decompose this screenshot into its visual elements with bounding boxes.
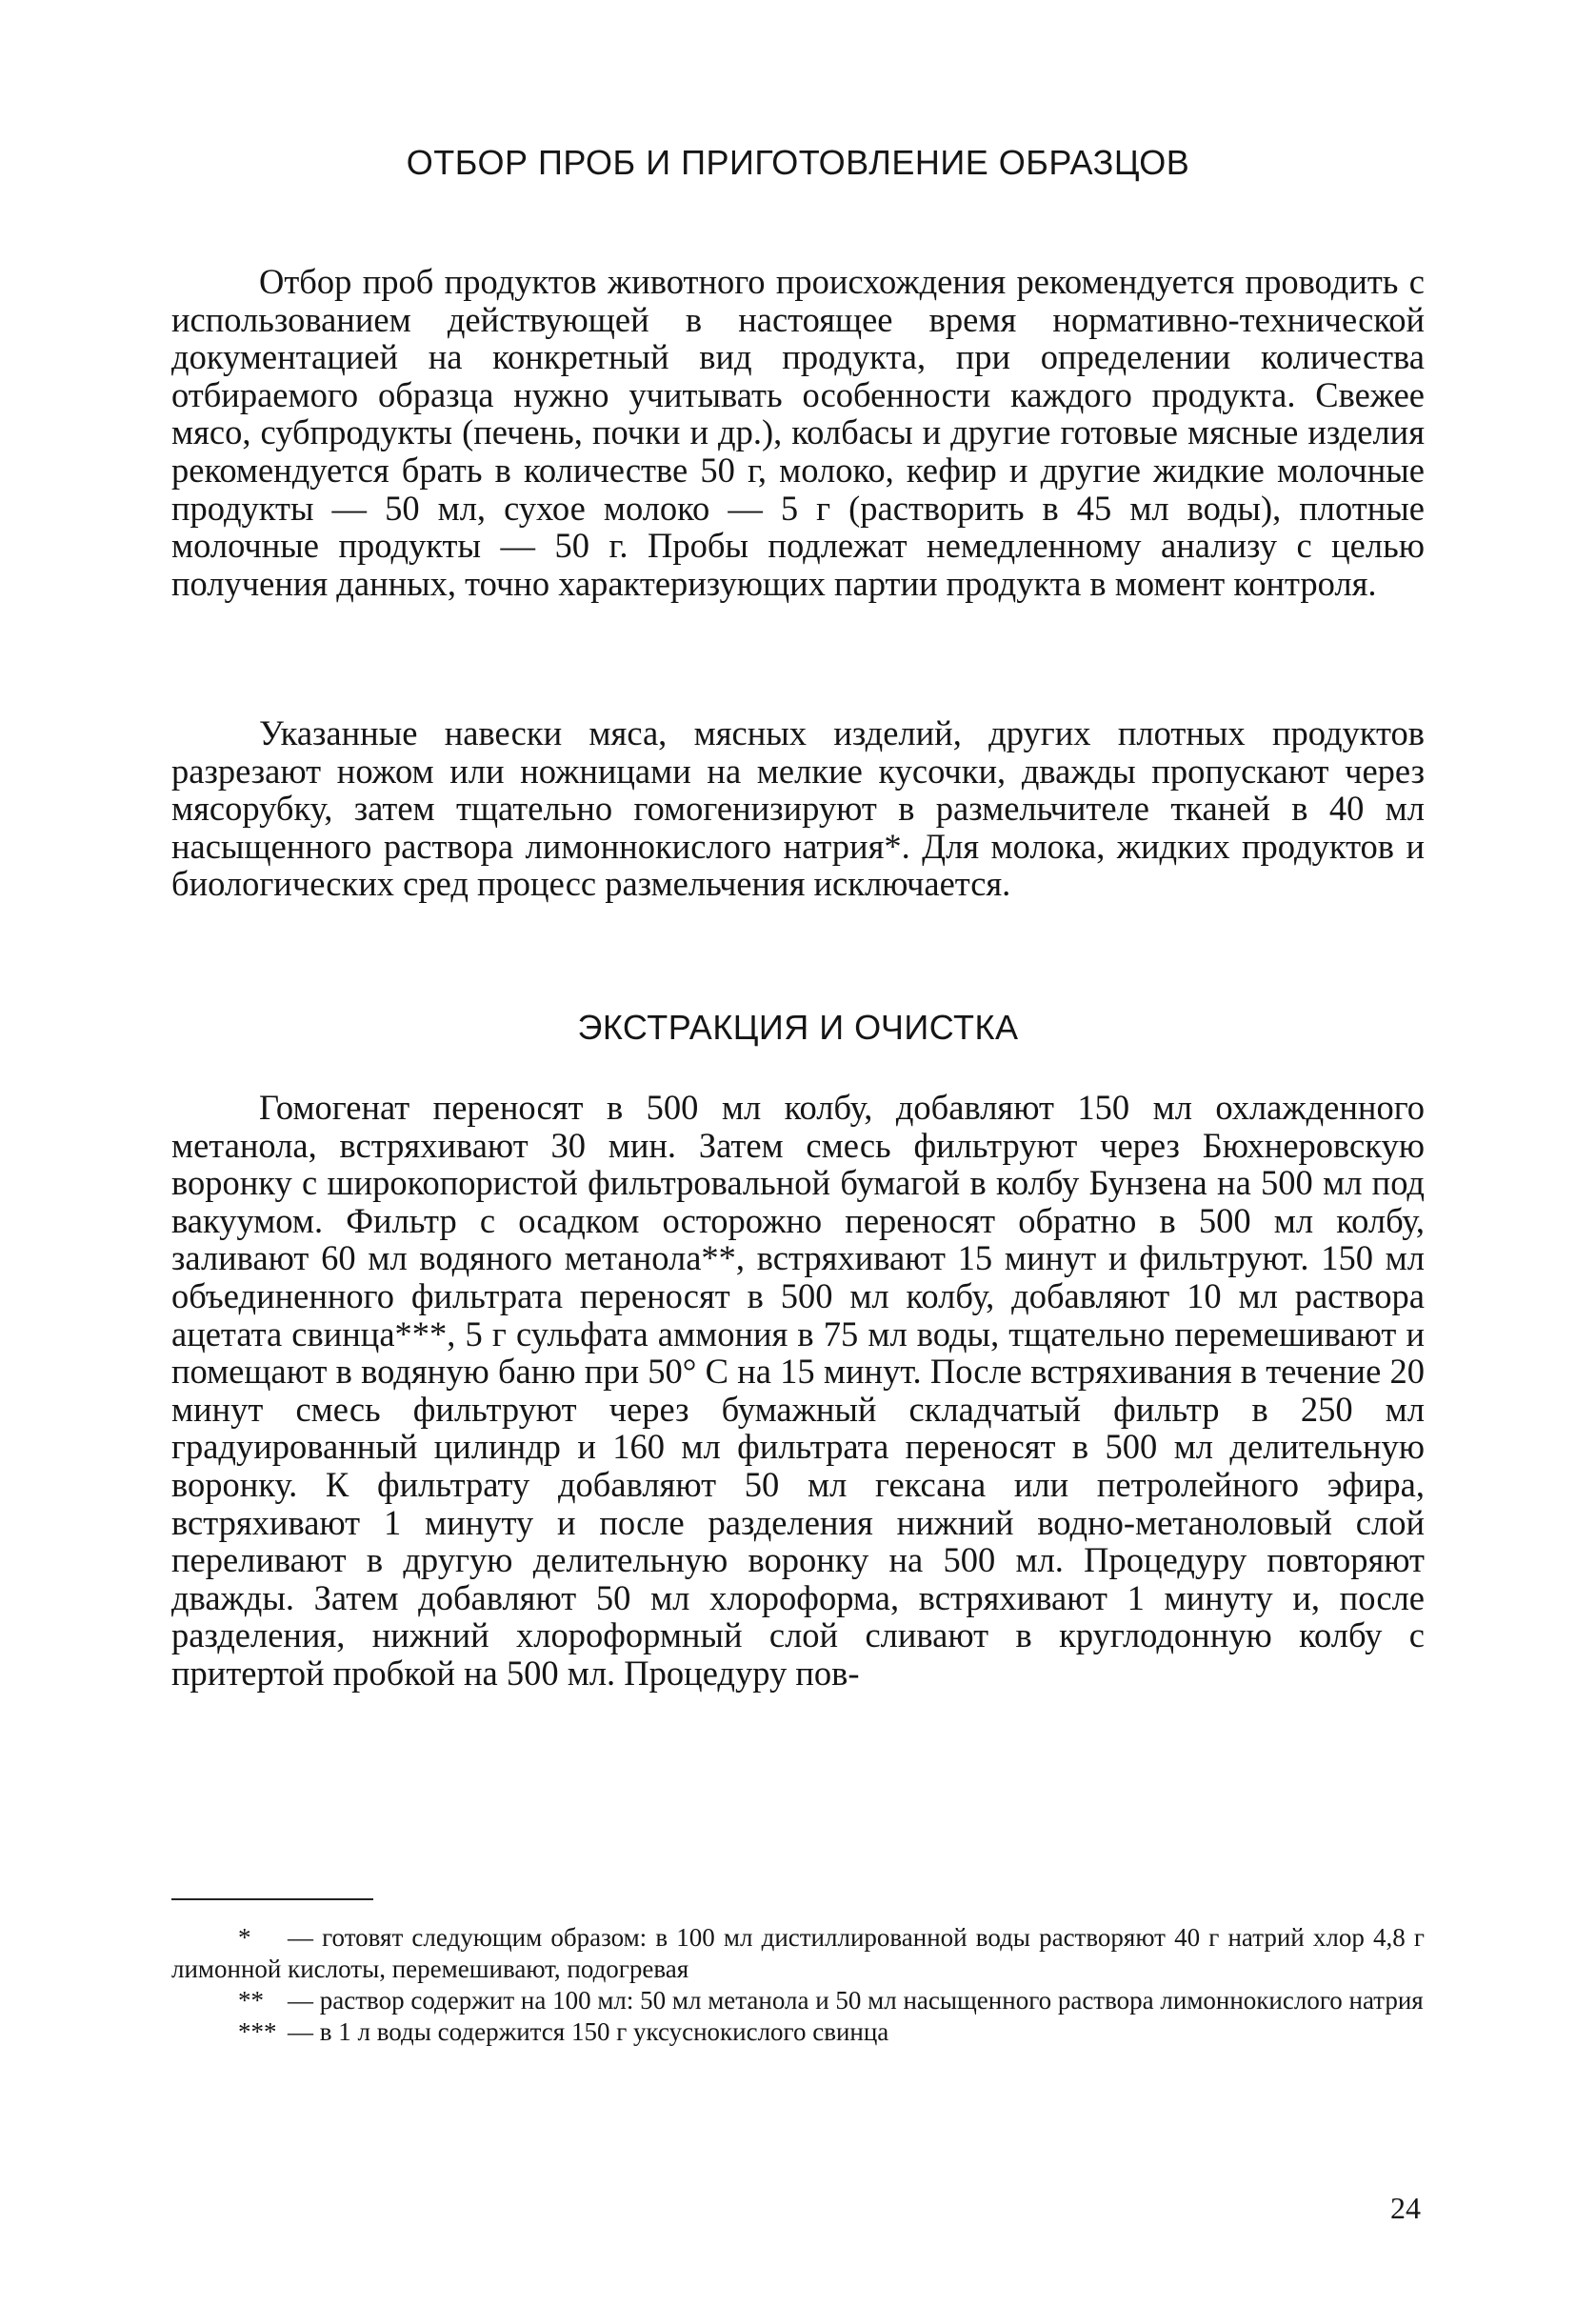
footnote-mark: ** — [238, 1986, 264, 2015]
section-title-sampling: ОТБОР ПРОБ И ПРИГОТОВЛЕНИЕ ОБРАЗЦОВ — [406, 143, 1190, 182]
paragraph-extraction: Гомогенат переносят в 500 мл колбу, добавляют 150 мл охлажденного метанола, встряхивают 30 мин. Затем смесь фильтруют через Бюхнеровскую воронку с широкопористой фильтровальной бумагой в колбу Бунзена на 500 мл под вакуумом. Фильтр с осадком осторожно переносят обратно в 500 мл колбу, заливают 60 мл водяного метанола**, встряхивают 15 минут и фильтруют. 150 мл объединенного фильтрата переносят в 500 мл колбу, добавляют 10 мл раствора ацетата свинца***, 5 г сульфата аммония в 75 мл воды, тщательно перемешивают и помещают в водяную баню при 50° С на 15 минут. После встряхивания в течение 20 минут смесь фильтруют через бумажный складчатый фильтр в 250 мл градуированный цилиндр и 160 мл фильтрата переносят в 500 мл делительную воронку. К фильтрату добавляют 50 мл гексана или петролейного эфира, встряхивают 1 минуту и после разделения нижний водно-метаноловый слой переливают в другую делительную воронку на 500 мл. Процедуру повторяют дважды. Затем добавляют 50 мл хлороформа, встряхивают 1 минуту и, после разделения, нижний хлороформный слой сливают в круглодонную колбу с притертой пробкой на 500 мл. Процедуру пов- — [171, 1088, 1425, 1693]
footnote-3 — [171, 2016, 1425, 2048]
footnote-2 — [171, 1985, 1425, 2016]
footnote-text: — в 1 л воды содержится 150 г уксуснокислого свинца — [288, 2017, 889, 2046]
footnotes — [171, 1922, 1425, 2048]
footnote-1 — [171, 1922, 1425, 1985]
page-number: 24 — [1390, 2191, 1421, 2225]
footnote-divider — [171, 1898, 373, 1900]
footnote-text: — готовят следующим образом: в 100 мл дистиллированной воды растворяют 40 г натрий хлор 4,8 г лимонной кислоты, перемешивают, подогревая — [171, 1923, 1425, 1983]
paragraph-sampling: Отбор проб продуктов животного происхождения рекомендуется проводить с использованием действующей в настоящее время нормативно-технической документацией на конкретный вид продукта, при определении количества отбираемого образца нужно учитывать особенности каждого продукта. Свежее мясо, субпродукты (печень, почки и др.), колбасы и другие готовые мясные изделия рекомендуется брать в количестве 50 г, молоко, кефир и другие жидкие молочные продукты — 50 мл, сухое молоко — 5 г (растворить в 45 мл воды), плотные молочные продукты — 50 г. Пробы подлежат немедленному анализу с целью получения данных, точно характеризующих партии продукта в момент контроля. — [171, 262, 1425, 603]
section-title-extraction: ЭКСТРАКЦИЯ И ОЧИСТКА — [577, 1008, 1019, 1047]
footnote-text: — раствор содержит на 100 мл: 50 мл метанола и 50 мл насыщенного раствора лимоннокислого натрия — [288, 1986, 1424, 2015]
footnote-mark: * — [238, 1923, 251, 1952]
paragraph-sample-preparation: Указанные навески мяса, мясных изделий, других плотных продуктов разрезают ножом или ножницами на мелкие кусочки, дважды пропускают через мясорубку, затем тщательно гомогенизируют в размельчителе тканей в 40 мл насыщенного раствора лимоннокислого натрия*. Для молока, жидких продуктов и биологических сред процесс размельчения исключается. — [171, 713, 1425, 904]
footnote-mark: *** — [238, 2017, 277, 2046]
